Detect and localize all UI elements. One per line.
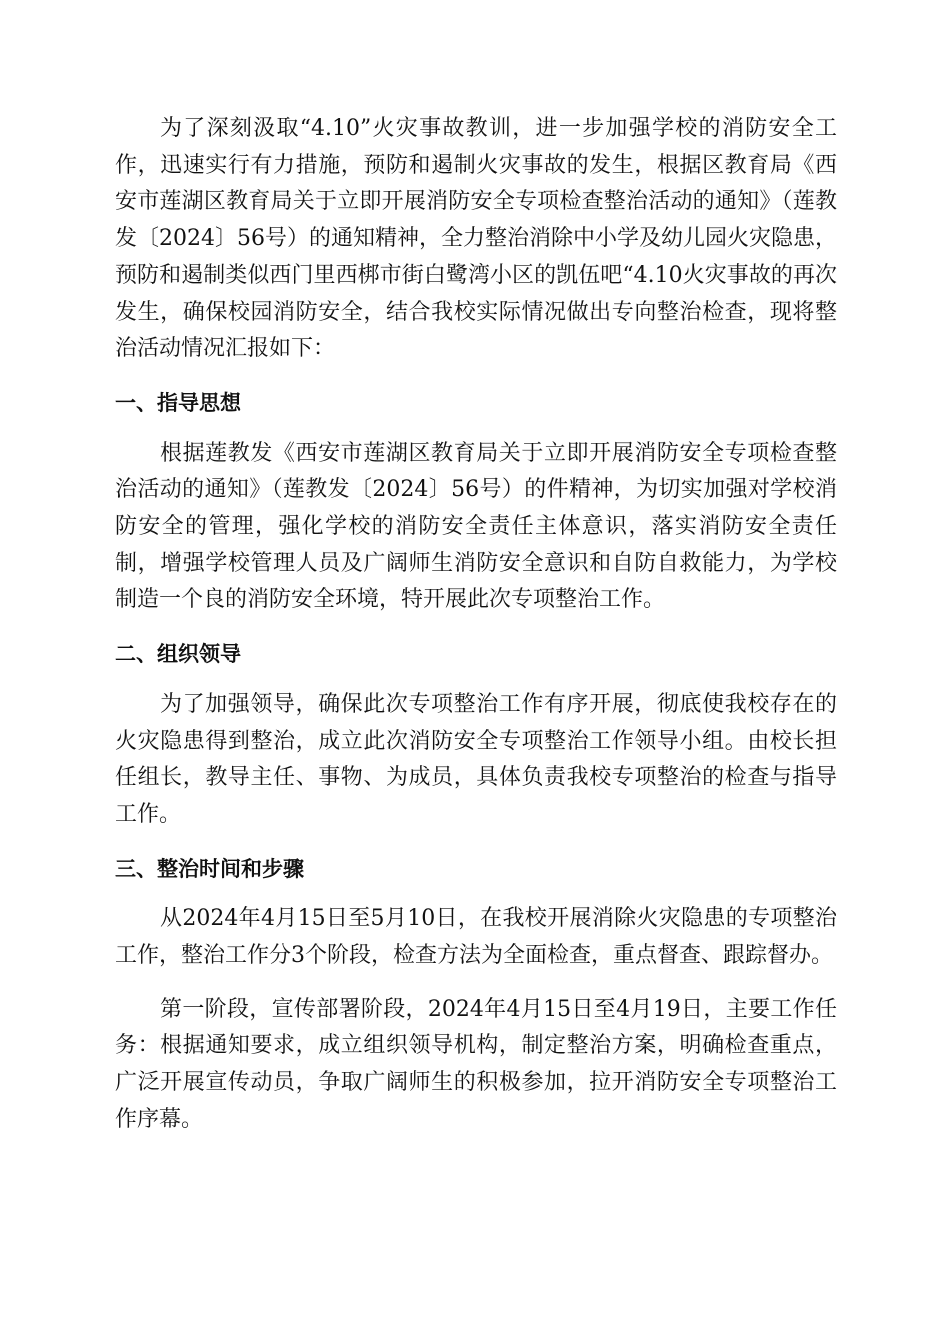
schedule-paragraph: 从2024年4月15日至5月10日，在我校开展消除火灾隐患的专项整治工作，整治工作分3个阶段，检查方法为全面检查，重点督查、跟踪督办。 — [115, 906, 837, 969]
document-page — [115, 111, 837, 1139]
intro-paragraph: 为了深刻汲取“4.10”火灾事故教训，进一步加强学校的消防安全工作，迅速实行有力措施，预防和遏制火灾事故的发生，根据区教育局《西安市莲湖区教育局关于立即开展消防安全专项检查整治活动的通知》（莲教发〔2024〕56号）的通知精神，全力整治消除中小学及幼儿园火灾隐患，预防和遏制类似西门里西梆市街白鹭湾小区的凯伍吧“4.10火灾事故的再次发生，确保校园消防安全，结合我校实际情况做出专向整治检查，现将整治活动情况汇报如下： — [115, 116, 837, 362]
section-heading-guiding-ideology: 一、指导思想 — [115, 390, 241, 415]
phase-one-paragraph: 第一阶段，宣传部署阶段，2024年4月15日至4月19日，主要工作任务：根据通知要求，成立组织领导机构，制定整治方案，明确检查重点，广泛开展宣传动员，争取广阔师生的积极参加，拉开消防安全专项整治工作序幕。 — [115, 996, 837, 1132]
section-heading-schedule: 三、整治时间和步骤 — [115, 856, 304, 881]
organization-paragraph: 为了加强领导，确保此次专项整治工作有序开展，彻底使我校存在的火灾隐患得到整治，成立此次消防安全专项整治工作领导小组。由校长担任组长，教导主任、事物、为成员，具体负责我校专项整治的检查与指导工作。 — [115, 691, 837, 827]
section-heading-organization: 二、组织领导 — [115, 642, 241, 667]
guiding-ideology-paragraph: 根据莲教发《西安市莲湖区教育局关于立即开展消防安全专项检查整治活动的通知》（莲教发〔2024〕56号）的件精神，为切实加强对学校消防安全的管理，强化学校的消防安全责任主体意识，落实消防安全责任制，增强学校管理人员及广阔师生消防安全意识和自防自救能力，为学校制造一个良的消防安全环境，特开展此次专项整治工作。 — [115, 440, 837, 613]
